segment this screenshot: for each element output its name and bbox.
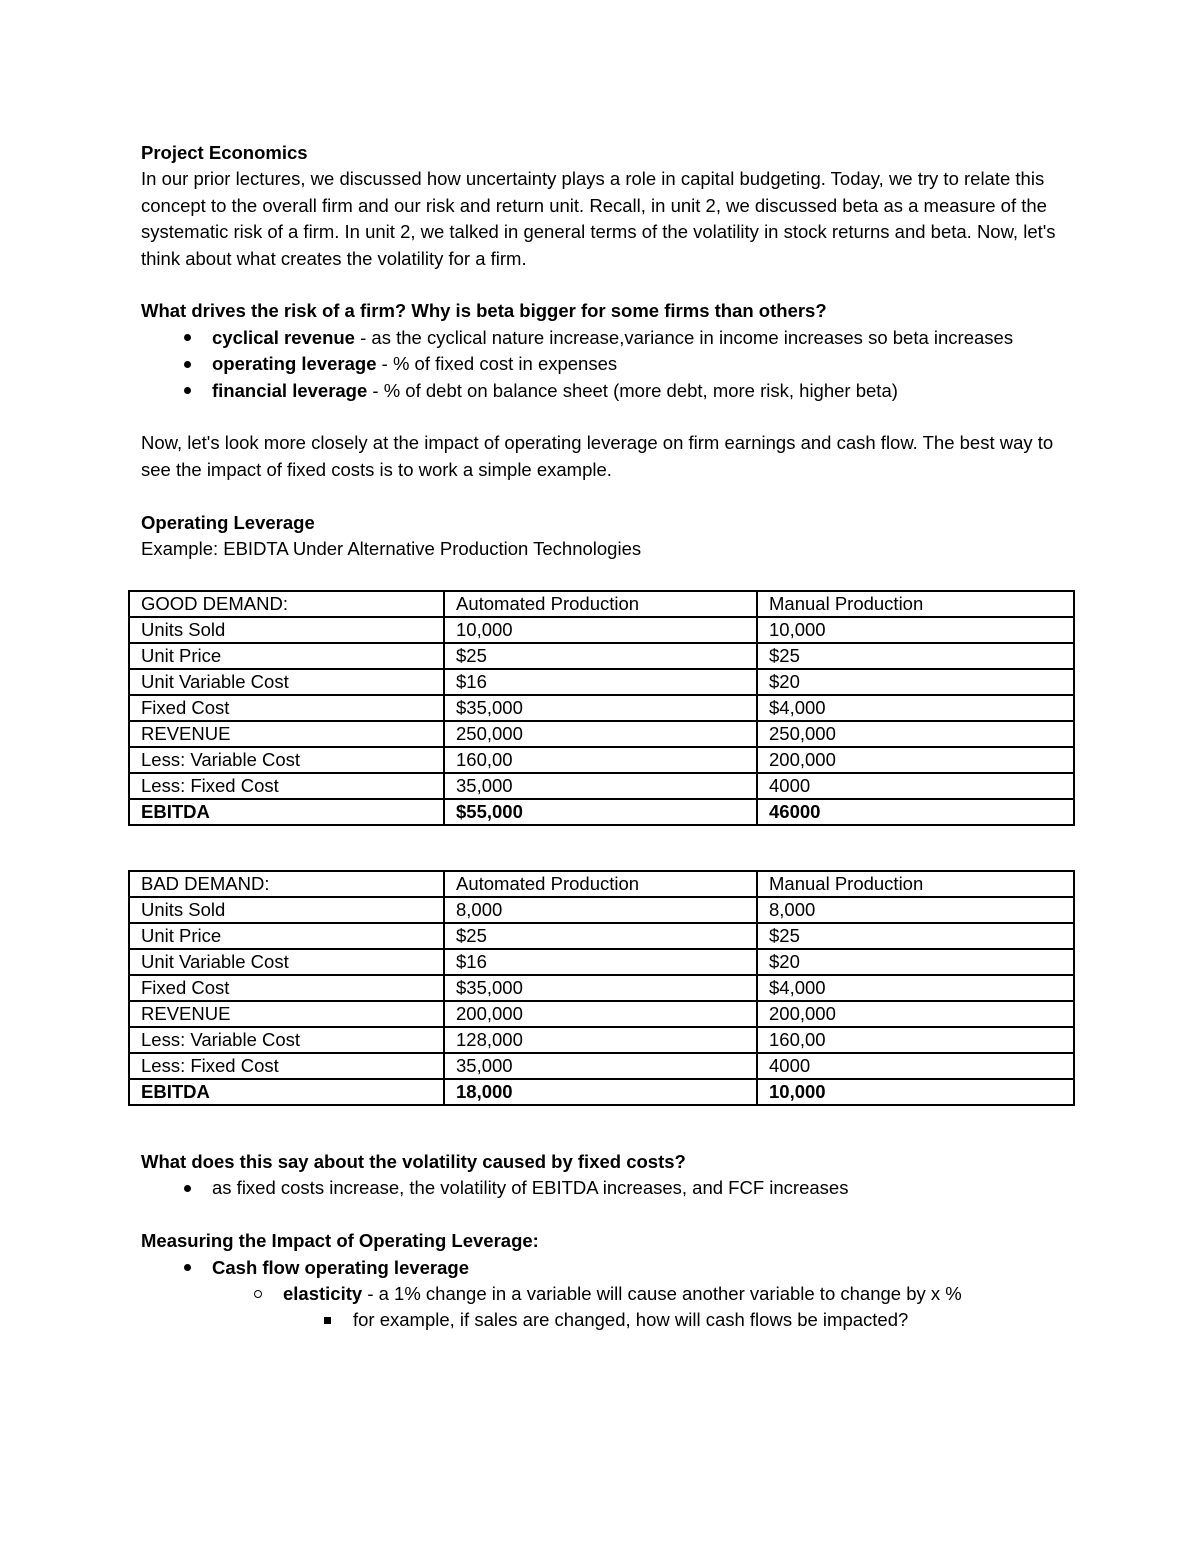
table-cell: Units Sold xyxy=(129,897,444,923)
measuring-heading: Measuring the Impact of Operating Leverage: xyxy=(141,1230,539,1252)
table-row xyxy=(129,747,1074,773)
table-cell: 10,000 xyxy=(444,617,757,643)
list-item xyxy=(141,378,1076,404)
table-row xyxy=(129,721,1074,747)
table-row xyxy=(129,1027,1074,1053)
table-cell: $4,000 xyxy=(757,695,1074,721)
table-cell: $35,000 xyxy=(444,695,757,721)
conclusions-section xyxy=(141,1149,1076,1334)
bullet-icon xyxy=(177,1255,197,1281)
table-cell: $4,000 xyxy=(757,975,1074,1001)
page-title: Project Economics xyxy=(141,142,308,163)
table-cell: Fixed Cost xyxy=(129,695,444,721)
table-cell: Less: Fixed Cost xyxy=(129,773,444,799)
example-caption: Example: EBIDTA Under Alternative Production Technologies xyxy=(141,538,642,560)
table-cell: 8,000 xyxy=(444,897,757,923)
table-row xyxy=(129,949,1074,975)
table-cell: 200,000 xyxy=(757,1001,1074,1027)
table-cell: $25 xyxy=(757,643,1074,669)
table-cell: Less: Variable Cost xyxy=(129,1027,444,1053)
table-cell: $25 xyxy=(757,923,1074,949)
table-cell: 8,000 xyxy=(757,897,1074,923)
table-cell: $16 xyxy=(444,949,757,975)
table-cell: Less: Variable Cost xyxy=(129,747,444,773)
table-cell: Unit Price xyxy=(129,643,444,669)
bullet-icon xyxy=(177,325,197,351)
hollow-bullet-icon xyxy=(248,1281,268,1307)
table-cell: $25 xyxy=(444,923,757,949)
table-row xyxy=(129,1001,1074,1027)
term: financial leverage xyxy=(212,379,368,401)
table-row xyxy=(129,923,1074,949)
table-row xyxy=(129,773,1074,799)
table-cell: $25 xyxy=(444,643,757,669)
table-cell: 35,000 xyxy=(444,1053,757,1079)
table-row xyxy=(129,799,1074,825)
table-cell: 250,000 xyxy=(757,721,1074,747)
term: operating leverage xyxy=(212,353,377,375)
square-bullet-icon xyxy=(317,1307,337,1333)
bad-demand-table xyxy=(128,870,1075,1106)
table-cell: GOOD DEMAND: xyxy=(129,591,444,617)
table-row xyxy=(129,897,1074,923)
document-body xyxy=(141,140,1076,562)
table-cell: 10,000 xyxy=(757,617,1074,643)
table-cell: Unit Price xyxy=(129,923,444,949)
table-cell: 128,000 xyxy=(444,1027,757,1053)
sub-list xyxy=(212,1281,1076,1334)
table-cell: Unit Variable Cost xyxy=(129,949,444,975)
table-header-row xyxy=(129,871,1074,897)
table-cell: 46000 xyxy=(757,799,1074,825)
measuring-list xyxy=(141,1255,1076,1334)
risk-question-heading: What drives the risk of a firm? Why is beta bigger for some firms than others? xyxy=(141,300,827,322)
volatility-list xyxy=(141,1175,1076,1201)
good-demand-table xyxy=(128,590,1075,826)
table-cell: 250,000 xyxy=(444,721,757,747)
table-cell: Unit Variable Cost xyxy=(129,669,444,695)
table-cell: Automated Production xyxy=(444,871,757,897)
table-cell: Manual Production xyxy=(757,591,1074,617)
table-cell: BAD DEMAND: xyxy=(129,871,444,897)
list-item xyxy=(283,1307,1076,1333)
table-cell: $35,000 xyxy=(444,975,757,1001)
definition: - % of fixed cost in expenses xyxy=(376,353,618,375)
volatility-question-heading: What does this say about the volatility caused by fixed costs? xyxy=(141,1151,686,1172)
risk-drivers-list xyxy=(141,325,1076,404)
table-row xyxy=(129,695,1074,721)
intro-paragraph: In our prior lectures, we discussed how uncertainty plays a role in capital budgeting. Today, we try to relate this concept to the overall firm and our risk and return unit. Recall, in unit 2, we discussed beta as a measure of the systematic risk of a firm. In unit 2, we talked in general terms of the volatility in stock returns and beta. Now, let's think about what creates the volatility for a firm. xyxy=(141,168,1056,269)
bullet-icon xyxy=(177,1175,197,1201)
table-cell: $55,000 xyxy=(444,799,757,825)
table-cell: REVENUE xyxy=(129,1001,444,1027)
list-item xyxy=(141,1255,1076,1334)
table-row xyxy=(129,669,1074,695)
table-cell: 200,000 xyxy=(444,1001,757,1027)
table-cell: EBITDA xyxy=(129,799,444,825)
table-cell: Automated Production xyxy=(444,591,757,617)
bullet-icon xyxy=(177,351,197,377)
table-cell: 160,00 xyxy=(444,747,757,773)
list-item xyxy=(141,351,1076,377)
table-cell: $20 xyxy=(757,669,1074,695)
answer-text: as fixed costs increase, the volatility of EBITDA increases, and FCF increases xyxy=(212,1177,849,1199)
table-row xyxy=(129,643,1074,669)
table-cell: $16 xyxy=(444,669,757,695)
term: Cash flow operating leverage xyxy=(212,1256,470,1278)
table-cell: REVENUE xyxy=(129,721,444,747)
table-cell: Fixed Cost xyxy=(129,975,444,1001)
table-row xyxy=(129,617,1074,643)
sub-sub-list xyxy=(283,1307,1076,1333)
term: cyclical revenue xyxy=(212,326,355,348)
table-row xyxy=(129,1053,1074,1079)
table-cell: Units Sold xyxy=(129,617,444,643)
table-row xyxy=(129,975,1074,1001)
table-cell: Less: Fixed Cost xyxy=(129,1053,444,1079)
list-item xyxy=(212,1281,1076,1334)
table-cell: 4000 xyxy=(757,1053,1074,1079)
example-text: for example, if sales are changed, how will cash flows be impacted? xyxy=(353,1309,909,1331)
definition: - % of debt on balance sheet (more debt, more risk, higher beta) xyxy=(367,379,898,401)
list-item xyxy=(141,325,1076,351)
definition: - as the cyclical nature increase,variance in income increases so beta increases xyxy=(354,326,1014,348)
table-cell: 35,000 xyxy=(444,773,757,799)
operating-leverage-heading: Operating Leverage xyxy=(141,511,315,533)
table-cell: 10,000 xyxy=(757,1079,1074,1105)
table-cell: $20 xyxy=(757,949,1074,975)
table-row xyxy=(129,1079,1074,1105)
definition: - a 1% change in a variable will cause another variable to change by x % xyxy=(362,1283,962,1305)
table-cell: 160,00 xyxy=(757,1027,1074,1053)
table-cell: EBITDA xyxy=(129,1079,444,1105)
table-cell: Manual Production xyxy=(757,871,1074,897)
transition-paragraph: Now, let's look more closely at the impact of operating leverage on firm earnings and cash flow. The best way to see the impact of fixed costs is to work a simple example. xyxy=(141,432,1054,480)
table-cell: 4000 xyxy=(757,773,1074,799)
term: elasticity xyxy=(283,1283,363,1305)
table-cell: 200,000 xyxy=(757,747,1074,773)
bullet-icon xyxy=(177,378,197,404)
table-cell: 18,000 xyxy=(444,1079,757,1105)
list-item xyxy=(141,1175,1076,1201)
table-header-row xyxy=(129,591,1074,617)
